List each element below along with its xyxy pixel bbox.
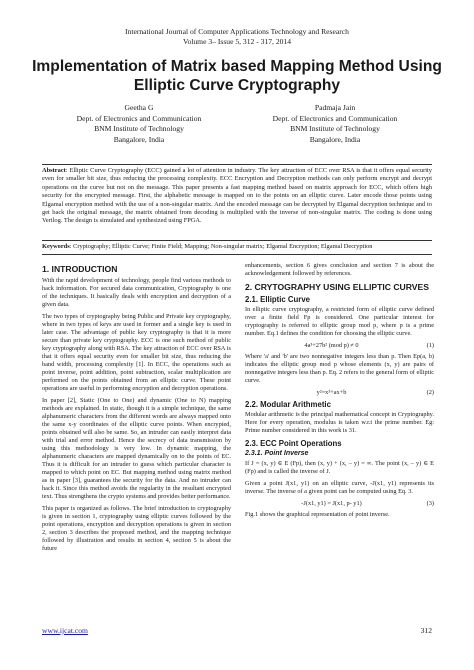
journal-header-line1: International Journal of Computer Applications Technology and Research (125, 27, 349, 36)
figure-reference-paragraph: Fig.1 shows the graphical representation of point inverse. (245, 510, 390, 518)
keywords-block (42, 243, 432, 251)
page-number: 312 (420, 626, 432, 635)
equation-expression: 4a³+27b² (mod p) ≠ 0 (304, 342, 359, 349)
equation-number: (3) (426, 499, 434, 507)
abstract-block (42, 167, 432, 226)
abstract-text: : Elliptic Curve Cryptography (ECC) gained a lot of attention in industry. The key attraction of ECC over RSA is that it offers equal security even for smaller bit size, thus reducing the processing complexity. ECC Encryption and Decryption methods can only perform encrypt and decrypt operations on the curve but not on the message. This paper presents a fast mapping method based on matrix approach for ECC, which offers high security for the encrypted message. First, the alphabetic message is mapped on to the points on an elliptic curve. Later encode those points using Elgamal encryption method with the use of a non-singular matrix. And the encoded message can be decrypted by Elgamal decryption technique and to get back the original message, the matrix obtained from decoding is multiplied with the inverse of non-singular matrix. The coding is done using Verilog. The design is simulated and synthesized using FPGA. (42, 167, 432, 225)
author-name: Padmaja Jain (314, 103, 356, 112)
intro-paragraph: The two types of cryptography being Public and Private key cryptography, where in two types of keys are used in former and a single key is used in later case. The advantage of public key cryptography is that it is more secure than private key cryptography. ECC is one such method of public key cryptography along with RSA. The key attraction of ECC over RSA is that it offers equal security even for smaller bit size, thus reducing the band width, processing complexity [1]. In ECC, the operations such as point inverse, point addition, point subtraction, scalar multiplication are performed on the points obtained from an elliptic curve. These point operations are useful in performing encryption and decryption operations. (42, 313, 231, 392)
intro-paragraph: This paper is organized as follows. The brief introduction to cryptography is given in section 1, cryptography using elliptic curves followed by the point operations, encryption and decryption operations is given in section 2, section 3 describes the proposed method, and the mapping technique followed by illustration and results in section 4, section 5 is about the future (42, 505, 231, 552)
elliptic-curve-paragraph: In elliptic curve cryptography, a restricted form of elliptic curve defined over a finite field Fp is considered. One particular interest for cryptography is referred to elliptic group mod p, where p is a prime number. Eq.1 defines the condition for choosing the elliptic curve. (245, 306, 434, 337)
author-block-1 (44, 103, 234, 145)
keywords-top-rule (42, 240, 432, 241)
author-dept: Dept. of Electronics and Communication (76, 113, 202, 123)
author-city: Bangalore, India (309, 134, 361, 144)
point-inverse-paragraph: If J = (x, y) ∈ E (Fp), then (x, y) + (x, – y) = ∞. The point (x, – y) ∈ E (Fp) and is called the inverse of J. (245, 459, 434, 475)
equation-1 (245, 342, 434, 350)
equation-3 (245, 500, 434, 508)
author-institute: BNM Institute of Technology (94, 124, 184, 133)
subsection-heading-point-operations: 2.3. ECC Point Operations (245, 439, 342, 448)
author-dept: Dept. of Electronics and Communication (272, 113, 398, 123)
subsubsection-heading-point-inverse: 2.3.1. Point Inverse (245, 450, 309, 457)
subsection-heading-elliptic-curve: 2.1. Elliptic Curve (245, 295, 310, 304)
elliptic-curve-paragraph: Where 'a' and 'b' are two nonnegative integers less than p. Then Ep(a, b) indicates the elliptic group mod p whose elements (x, y) are pairs of nonnegative integers less than p. Eq. 2 refers to the general form of elliptic curve. (245, 353, 434, 384)
footer-url-link[interactable]: www.ijcat.com (42, 626, 88, 635)
author-name: Geetha G (124, 103, 154, 112)
keywords-text: : Cryptography; Elliptic Curve; Finite Field; Mapping; Non-singular matrix; Elgamal Encryption; Elgamal Decryption (69, 243, 373, 250)
author-institute: BNM Institute of Technology (290, 124, 380, 133)
point-inverse-paragraph: Given a point J(x1, y1) on an elliptic curve, -J(x1, y1) represents its inverse. The inverse of a given point can be computed using Eq. 3. (245, 479, 434, 495)
keywords-bottom-rule (42, 254, 432, 255)
abstract-top-rule (42, 164, 432, 165)
journal-header-line2: Volume 3– Issue 5, 312 - 317, 2014 (182, 37, 292, 46)
left-column (42, 262, 231, 557)
modular-arithmetic-paragraph: Modular arithmetic is the principal mathematical concept in Cryptography. Here for every operation, modulus is taken w.r.t the prime number. Eg: Prime number considered in this work is 31. (245, 411, 434, 434)
author-city: Bangalore, India (113, 134, 165, 144)
intro-paragraph: With the rapid development of technology, people find various methods to hack information. For secured data communication, Cryptography is one of the techniques. It basically deals with encryption and decryption of a given data. (42, 277, 231, 308)
paper-title: Implementation of Matrix based Mapping Method Using Elliptic Curve Cryptography (32, 58, 442, 94)
keywords-label: Keywords (42, 243, 70, 250)
equation-number: (1) (426, 342, 434, 349)
equation-expression: y²=x³+ax+b (316, 389, 347, 396)
intro-paragraph: In paper [2], Static (One to One) and dynamic (One to N) mapping methods are explained. In static, though it is a simple technique, the same alphanumeric characters from the different words are always mapped onto the same x-y coordinates of the elliptic curve points. When encrypted, points obtained will also be same. So, an intruder can easily interpret data with trial and error method. Hence the secrecy of data transmission by using this methodology is very low. In dynamic mapping, the alphanumeric characters are mapped dynamically on to the points of EC. Thus it is difficult for an intruder to guess which particular character is mapped to which point on EC. But mapping method using matrix method as in paper [3], guarantees the security for the data. And no intruder can hack it. Since this method avoids the regularity in the resultant encrypted text. Thus strengthens the crypto systems and provides better performance. (42, 397, 231, 500)
subsection-heading-modular-arithmetic: 2.2. Modular Arithmetic (245, 400, 331, 409)
intro-paragraph-continued: enhancements, section 6 gives conclusion and section 7 is about the acknowledgement followed by references. (245, 262, 434, 277)
abstract-label: Abstract (42, 167, 66, 174)
equation-expression: -J(x1, y1) = J(x1, p- y1) (301, 499, 362, 507)
section-heading-cryptography: 2. CRYTOGRAPHY USING ELLIPTIC CURVES (245, 282, 430, 292)
equation-2 (245, 389, 434, 397)
section-heading-introduction: 1. INTRODUCTION (42, 264, 118, 274)
author-block-2 (240, 103, 430, 145)
right-column (245, 262, 434, 523)
equation-number: (2) (426, 389, 434, 396)
